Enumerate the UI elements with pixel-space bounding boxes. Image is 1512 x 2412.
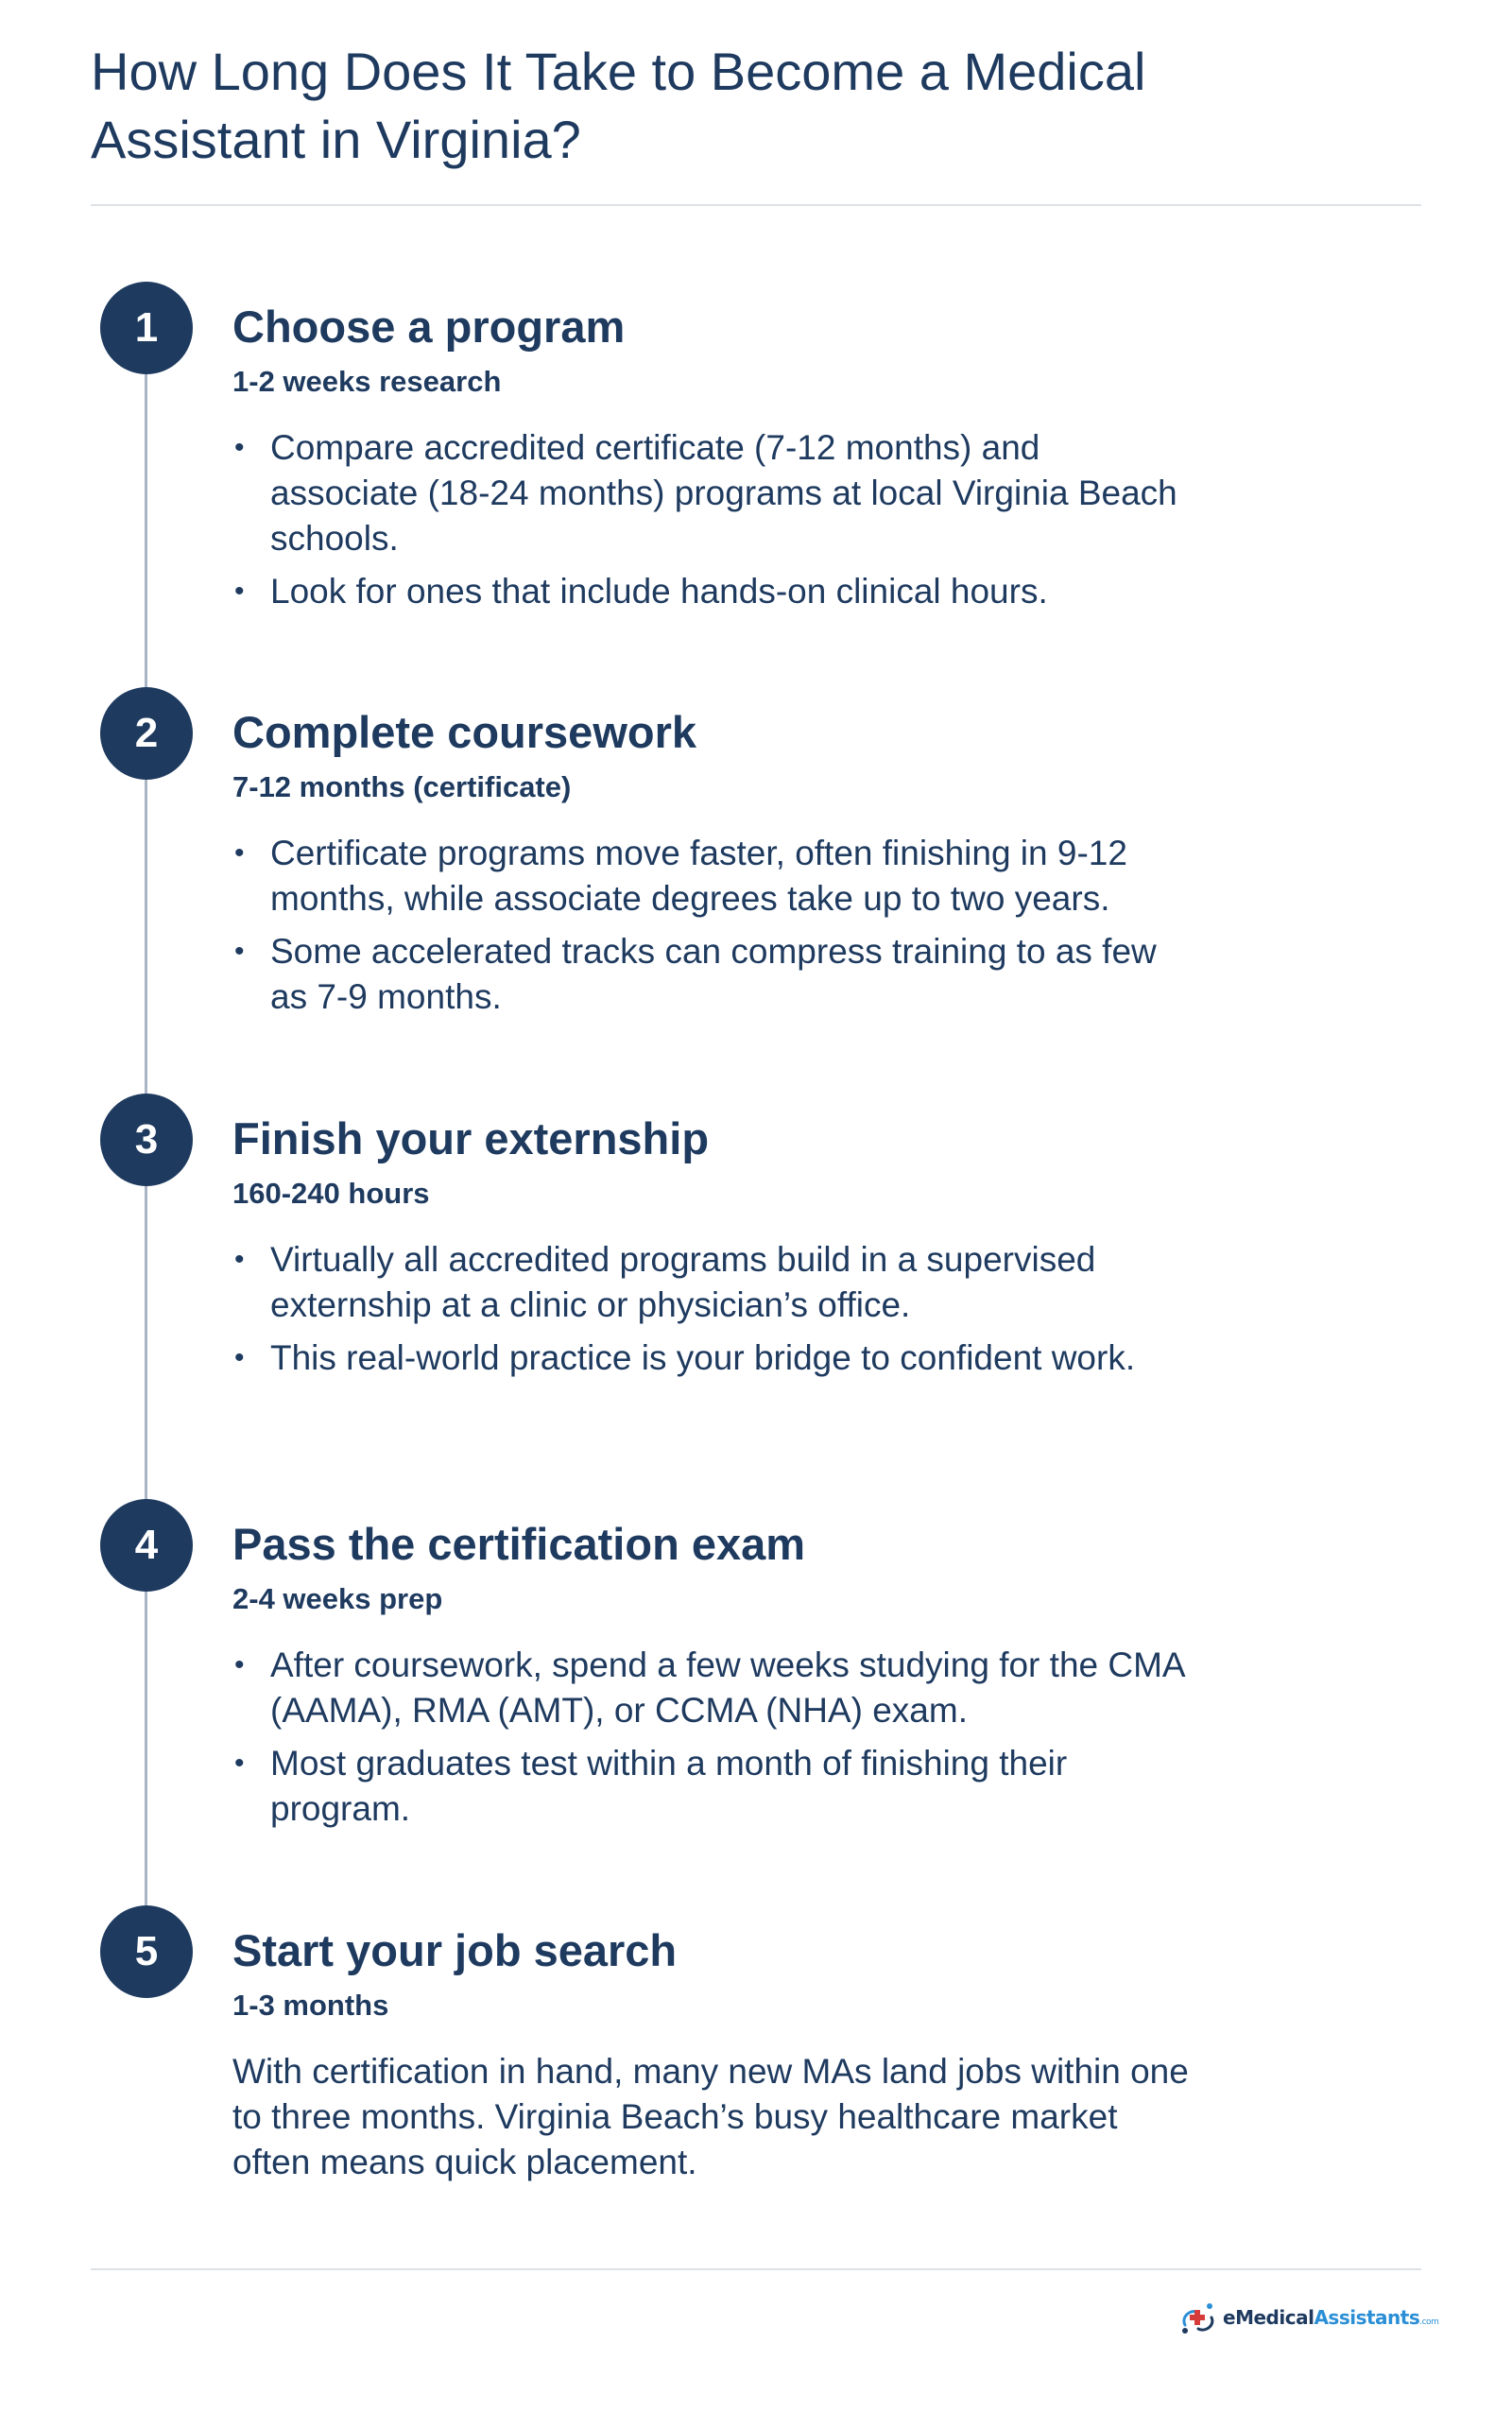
list-item [232,929,1196,1020]
step-number-badge: 2 [100,687,193,780]
list-item [232,1237,1196,1328]
step-bullet-list [232,1237,1196,1381]
bullet-icon: • [234,432,245,463]
step-content [232,1922,1196,2185]
list-item-text: Some accelerated tracks can compress training to as few as 7-9 months. [270,932,1157,1016]
step-duration: 1-2 weeks research [232,365,502,398]
list-item [232,1741,1196,1832]
list-item-text: Most graduates test within a month of finishing their program. [270,1744,1068,1828]
step-content [232,1111,1196,1388]
bullet-icon: • [234,1342,245,1373]
bullet-icon: • [234,1649,245,1680]
bullet-icon: • [234,1748,245,1779]
step-title: Finish your externship [232,1113,710,1163]
step-duration: 7-12 months (certificate) [232,770,572,803]
step-number-badge: 1 [100,282,193,374]
list-item [232,569,1196,614]
step-title: Complete coursework [232,707,697,757]
step-duration: 160-240 hours [232,1177,430,1210]
bullet-icon: • [234,1244,245,1275]
list-item-text: Virtually all accredited programs build in a supervised externship at a clinic or physician’s office. [270,1240,1096,1324]
step-title: Pass the certification exam [232,1519,806,1569]
emedicalassistants-logo [1177,2295,1438,2340]
list-item-text: This real-world practice is your bridge to confident work. [270,1338,1136,1377]
list-item [232,831,1196,922]
step-bullet-list [232,1643,1196,1832]
logo-wordmark: eMedicalAssistants.com [1223,2306,1439,2329]
step-duration: 1-3 months [232,1989,389,2022]
step-content [232,299,1196,622]
step-content [232,704,1196,1027]
list-item [232,1643,1196,1733]
step-number-badge: 3 [100,1094,193,1186]
bullet-icon: • [234,576,245,607]
list-item-text: Compare accredited certificate (7-12 months) and associate (18-24 months) programs at local Virginia Beach schools. [270,428,1177,558]
step-number-badge: 4 [100,1499,193,1592]
page-title: How Long Does It Take to Become a Medical Assistant in Virginia? [91,42,1146,169]
footer-divider [91,2268,1421,2270]
list-item-text: After coursework, spend a few weeks studying for the CMA (AAMA), RMA (AMT), or CCMA (NHA) exam. [270,1645,1184,1730]
bullet-icon: • [234,936,245,967]
step-duration: 2-4 weeks prep [232,1582,443,1615]
step-number-badge: 5 [100,1905,193,1998]
step-title: Start your job search [232,1925,678,1975]
step-bullet-list [232,831,1196,1020]
list-item [232,1335,1196,1381]
list-item-text: Look for ones that include hands-on clinical hours. [270,572,1048,611]
list-item [232,425,1196,561]
step-content [232,1516,1196,1839]
header-divider [91,204,1421,206]
step-description: With certification in hand, many new MAs land jobs within one to three months. Virginia Beach’s busy healthcare market often means quick placement. [232,2052,1189,2181]
list-item-text: Certificate programs move faster, often finishing in 9-12 months, while associate degrees take up to two years. [270,834,1127,918]
medical-cross-logo-icon [1177,2297,1219,2338]
step-bullet-list [232,425,1196,614]
bullet-icon: • [234,837,245,869]
step-title: Choose a program [232,302,626,352]
